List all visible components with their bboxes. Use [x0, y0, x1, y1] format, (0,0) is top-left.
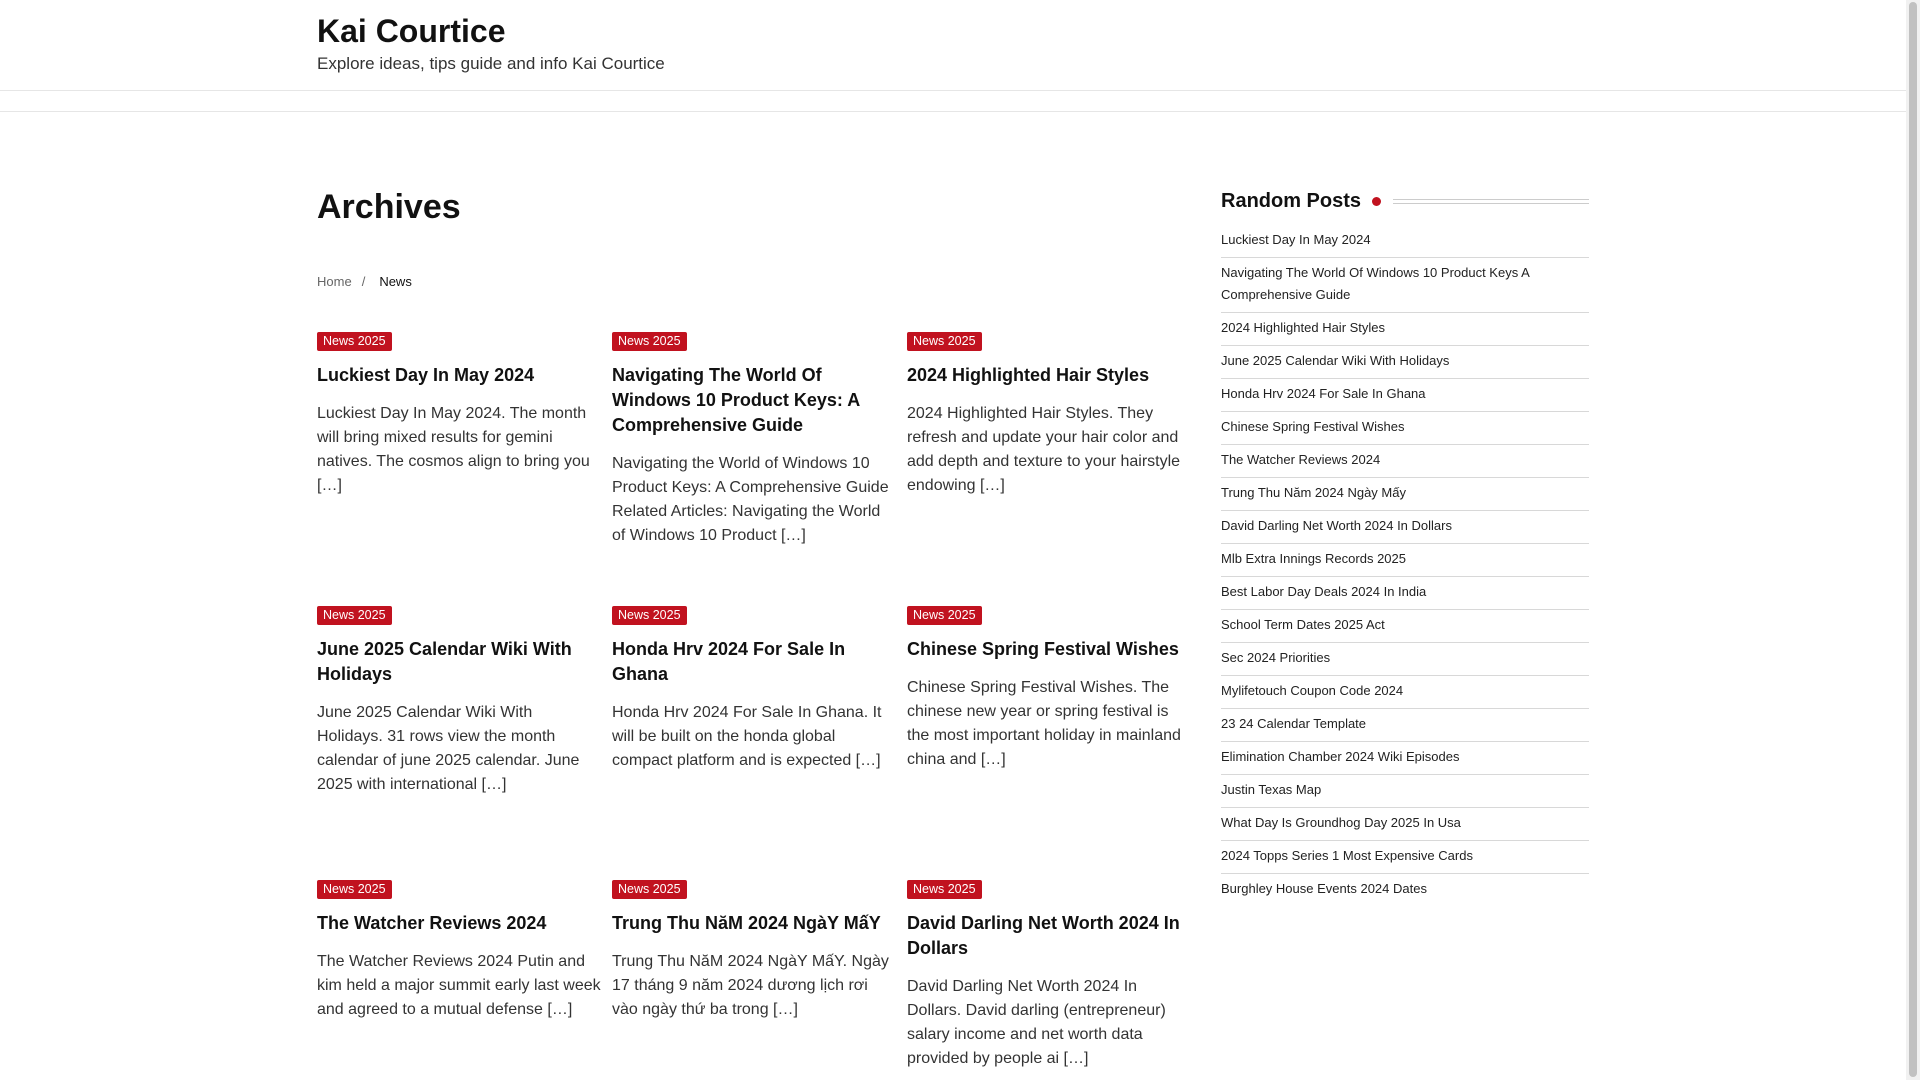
post-excerpt: June 2025 Calendar Wiki With Holidays. 31 rows view the month calendar of june 2025 calendar. June 2025 with international […]	[317, 704, 580, 793]
widget-dot-icon	[1372, 197, 1381, 206]
post-card	[317, 606, 602, 866]
post-card	[907, 880, 1192, 1071]
random-post-link[interactable]: June 2025 Calendar Wiki With Holidays	[1221, 346, 1589, 379]
category-badge[interactable]: News 2025	[612, 880, 687, 899]
category-badge[interactable]: News 2025	[612, 606, 687, 625]
random-post-link[interactable]: Sec 2024 Priorities	[1221, 643, 1589, 676]
random-post-link[interactable]: Honda Hrv 2024 For Sale In Ghana	[1221, 379, 1589, 412]
random-post-link[interactable]: The Watcher Reviews 2024	[1221, 445, 1589, 478]
post-title[interactable]: Honda Hrv 2024 For Sale In Ghana	[612, 639, 846, 684]
post-excerpt: Luckiest Day In May 2024. The month will bring mixed results for gemini natives. The cosmos align to bring you […]	[317, 405, 590, 494]
post-card	[612, 332, 897, 592]
random-posts-list	[1221, 225, 1589, 906]
site-title[interactable]: Kai Courtice	[317, 13, 506, 49]
post-card	[907, 606, 1192, 866]
random-post-link[interactable]: Elimination Chamber 2024 Wiki Episodes	[1221, 742, 1589, 775]
random-post-link[interactable]: Chinese Spring Festival Wishes	[1221, 412, 1589, 445]
post-excerpt: The Watcher Reviews 2024 Putin and kim held a major summit early last week and agreed to a mutual defense […]	[317, 953, 601, 1018]
sidebar	[1221, 190, 1589, 906]
post-title[interactable]: Trung Thu NăM 2024 NgàY MấY	[612, 913, 881, 933]
category-badge[interactable]: News 2025	[317, 606, 392, 625]
post-title[interactable]: The Watcher Reviews 2024	[317, 913, 547, 933]
random-post-link[interactable]: What Day Is Groundhog Day 2025 In Usa	[1221, 808, 1589, 841]
category-badge[interactable]: News 2025	[907, 880, 982, 899]
post-title[interactable]: Luckiest Day In May 2024	[317, 365, 535, 385]
navigation-bar	[0, 91, 1906, 112]
random-posts-widget-title	[1221, 190, 1589, 213]
post-card	[612, 606, 897, 866]
post-excerpt: David Darling Net Worth 2024 In Dollars. David darling (entrepreneur) salary income and net worth data provided by people ai […]	[907, 978, 1166, 1067]
post-title[interactable]: David Darling Net Worth 2024 In Dollars	[907, 913, 1180, 958]
post-excerpt: Navigating the World of Windows 10 Product Keys: A Comprehensive Guide Related Articles: Navigating the World of Windows 10 Product […]	[612, 455, 889, 544]
widget-title-label: Random Posts	[1221, 190, 1362, 212]
random-post-link[interactable]: Navigating The World Of Windows 10 Product Keys A Comprehensive Guide	[1221, 258, 1589, 313]
category-badge[interactable]: News 2025	[317, 332, 392, 351]
random-post-link[interactable]: 2024 Topps Series 1 Most Expensive Cards	[1221, 841, 1589, 874]
random-post-link[interactable]: 2024 Highlighted Hair Styles	[1221, 313, 1589, 346]
random-post-link[interactable]: Justin Texas Map	[1221, 775, 1589, 808]
random-post-link[interactable]: Mlb Extra Innings Records 2025	[1221, 544, 1589, 577]
random-post-link[interactable]: Trung Thu Năm 2024 Ngày Mấy	[1221, 478, 1589, 511]
category-badge[interactable]: News 2025	[612, 332, 687, 351]
post-title[interactable]: 2024 Highlighted Hair Styles	[907, 365, 1150, 385]
breadcrumb-separator: /	[361, 274, 366, 289]
post-grid	[317, 332, 1210, 1071]
category-badge[interactable]: News 2025	[317, 880, 392, 899]
breadcrumb-current: News	[379, 274, 412, 289]
breadcrumb	[317, 274, 412, 289]
random-post-link[interactable]: School Term Dates 2025 Act	[1221, 610, 1589, 643]
scrollbar-thumb[interactable]	[1909, 2, 1917, 1077]
random-post-link[interactable]: Mylifetouch Coupon Code 2024	[1221, 676, 1589, 709]
category-badge[interactable]: News 2025	[907, 606, 982, 625]
random-post-link[interactable]: David Darling Net Worth 2024 In Dollars	[1221, 511, 1589, 544]
site-description: Explore ideas, tips guide and info Kai Courtice	[317, 54, 665, 73]
site-header	[0, 0, 1920, 91]
random-post-link[interactable]: Best Labor Day Deals 2024 In India	[1221, 577, 1589, 610]
widget-title-rule	[1393, 199, 1589, 204]
random-post-link[interactable]: Burghley House Events 2024 Dates	[1221, 881, 1427, 896]
post-title[interactable]: Navigating The World Of Windows 10 Product Keys: A Comprehensive Guide	[612, 365, 860, 435]
post-excerpt: 2024 Highlighted Hair Styles. They refresh and update your hair color and add depth and texture to your hairstyle endowing […]	[907, 405, 1181, 494]
post-card	[612, 880, 897, 1071]
post-card	[317, 332, 602, 592]
post-excerpt: Chinese Spring Festival Wishes. The chinese new year or spring festival is the most important holiday in mainland china and […]	[907, 679, 1181, 768]
post-card	[317, 880, 602, 1071]
post-card	[907, 332, 1192, 592]
vertical-scrollbar[interactable]	[1906, 0, 1920, 1080]
post-title[interactable]: June 2025 Calendar Wiki With Holidays	[317, 639, 572, 684]
random-post-link[interactable]: Luckiest Day In May 2024	[1221, 225, 1589, 258]
breadcrumb-home-link[interactable]: Home	[317, 274, 352, 289]
post-excerpt: Honda Hrv 2024 For Sale In Ghana. It will be built on the honda global compact platform and is expected […]	[612, 704, 882, 769]
post-title[interactable]: Chinese Spring Festival Wishes	[907, 639, 1179, 659]
page-title: Archives	[317, 188, 461, 226]
post-excerpt: Trung Thu NăM 2024 NgàY MấY. Ngày 17 tháng 9 năm 2024 dương lịch rơi vào ngày thứ ba trong […]	[612, 953, 889, 1018]
random-post-link[interactable]: 23 24 Calendar Template	[1221, 709, 1589, 742]
category-badge[interactable]: News 2025	[907, 332, 982, 351]
